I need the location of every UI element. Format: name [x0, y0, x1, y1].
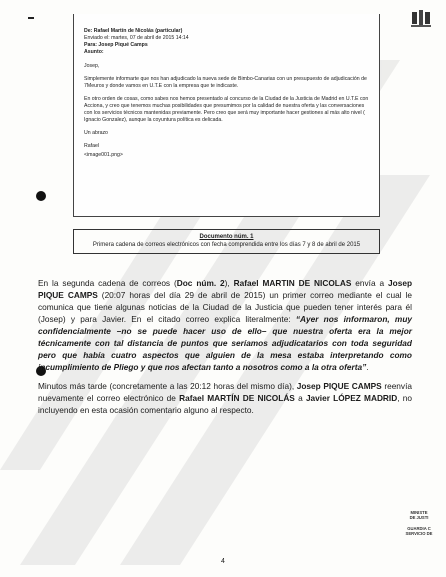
email-paragraph-1: Simplemente informarte que nos han adjudicado la nueva sede de Bimbo-Canarias con un presupuesto de adjudicación de 7Meuros y donde vamos en U.T.E con la empresa que te indicaste. — [84, 76, 367, 89]
body-paragraph-1 — [38, 277, 412, 373]
p2-name-josep: Josep PIQUE CAMPS — [296, 381, 382, 391]
margin-stamp-guardia: GUARDIA C SERVICIO DE — [405, 526, 433, 536]
body-paragraph-2 — [38, 380, 412, 416]
email-to: Para: Josep Piqué Camps — [84, 42, 148, 48]
email-screenshot — [73, 14, 380, 217]
caption-title: Documento núm. 1 — [199, 234, 254, 240]
p2-name-rafael: Rafael MARTÍN DE NICOLÁS — [179, 393, 295, 403]
ministry-seal-icon — [410, 10, 432, 28]
punch-hole-top — [36, 191, 46, 201]
p1-quote: “Ayer nos informaron, muy confidencialmente –no se puede hacer uso de ello– que nuestra oferta era la mejor técnicamente con tal distancia de puntos que seríamos adjudicatarios con toda seguridad pero que había cuatro aspectos que alguien de la mesa estaba interpretando como incumplimiento de Pliego y que nos afectan tanto a nosotros como a la otra oferta” — [38, 314, 412, 372]
email-sent: Enviado el: martes, 07 de abril de 2015 14:14 — [84, 35, 189, 41]
email-greeting: Josep, — [84, 63, 100, 69]
p1-text-1: En la segunda cadena de correos ( — [38, 278, 177, 288]
p1-text-3: envía a — [351, 278, 389, 288]
p1-text-5: . — [366, 362, 369, 372]
page-number: 4 — [221, 558, 225, 565]
email-attachment: <image001.png> — [84, 152, 123, 158]
email-paragraph-2: En otro orden de cosas, como sabes nos hemos presentado al concurso de la Ciudad de la Justicia de Madrid en U.T.E con Acciona, y creo que tenemos muchas posibilidades que presumimos por la calidad de nuestra oferta y las conversaciones con los servicios técnicos mantenidas previamente. Pero creo que será muy importante hacer gestiones al más alto nivel ( Ignacio Gonzalez), aunque la coyuntura política es delicada. — [84, 96, 369, 123]
p1-text-4: (20:07 horas del día 29 de abril de 2015) un primer correo mediante el cual le comunica que tiene algunas noticias de la Ciudad de la Justicia que pueden tener interés para él (Josep) y para Javier. En el citado correo explica literalmente: — [38, 290, 412, 324]
email-subject: Asunto: — [84, 49, 104, 55]
p2-text-4: , no incluyendo en esta ocasión comentario alguno al respecto. — [38, 393, 412, 415]
email-closing: Un abrazo — [84, 130, 108, 136]
p1-name-josep: Josep PIQUE CAMPS — [38, 278, 413, 300]
caption-text: Primera cadena de correos electrónicos con fecha comprendida entre los días 7 y 8 de abril de 2015 — [92, 242, 361, 248]
p1-name-rafael: Rafael MARTIN DE NICOLAS — [233, 278, 352, 288]
document-caption — [73, 229, 380, 254]
email-signature: Rafael — [84, 143, 99, 149]
p2-text-2: reenvía nuevamente el correo electrónico de — [38, 381, 412, 403]
p1-text-2: ), — [224, 278, 234, 288]
p2-name-javier: Javier LÓPEZ MADRID — [305, 393, 398, 403]
email-from: De: Rafael Martín de Nicolás (particular) — [84, 28, 183, 34]
margin-tick — [28, 17, 34, 19]
p2-text-1: Minutos más tarde (concretamente a las 20:12 horas del mismo día), — [38, 381, 297, 391]
margin-stamp-ministry: MINISTE DE JUSTI — [409, 510, 429, 520]
p2-text-3: a — [294, 393, 306, 403]
p1-doc-ref: Doc núm. 2 — [176, 278, 225, 288]
body-text — [38, 277, 412, 423]
